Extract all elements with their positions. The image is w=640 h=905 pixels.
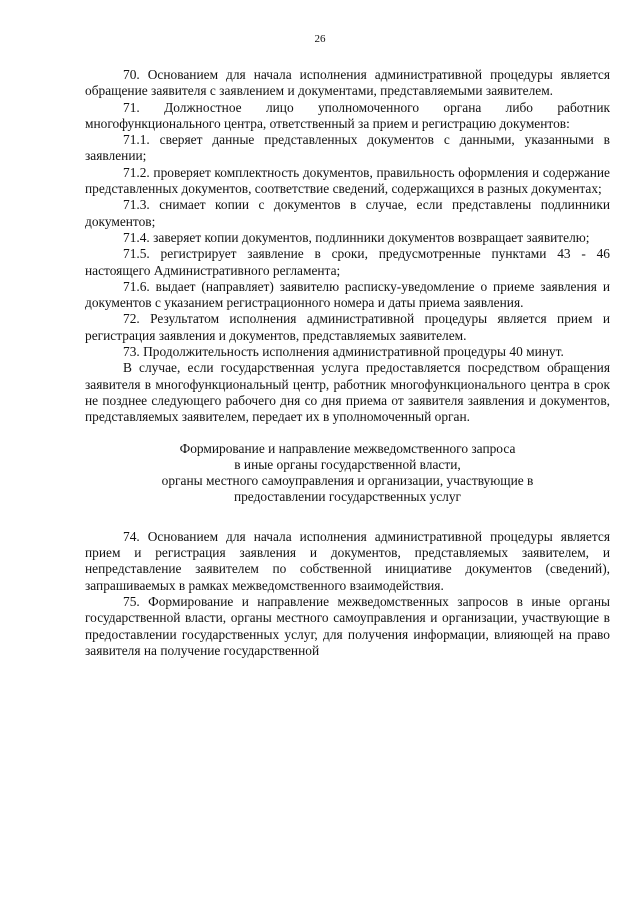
- paragraph-71: 71. Должностное лицо уполномоченного органа либо работник многофункционального центра, ответственный за прием и регистрацию документов:: [85, 99, 610, 131]
- paragraph-73: 73. Продолжительность исполнения административной процедуры 40 минут.: [123, 344, 564, 360]
- paragraph-71-3: 71.3. снимает копии с документов в случае, если представлены подлинники документов;: [85, 197, 610, 229]
- paragraph-75: 75. Формирование и направление межведомственных запросов в иные органы государственной власти, органы местного самоуправления и организации, участвующие в предоставлении государственных услуг, для получения информации, влияющей на право заявителя на получение государственной: [85, 593, 610, 658]
- paragraph-74: 74. Основанием для начала исполнения административной процедуры является прием и регистрация заявления и документов, представляемых заявителем, и непредставление заявителем по собственной инициативе документов (сведений), запрашиваемых в рамках межведомственного взаимодействия.: [85, 528, 610, 593]
- paragraph-71-1: 71.1. сверяет данные представленных документов с данными, указанными в заявлении;: [85, 132, 610, 164]
- section-heading: [85, 441, 610, 506]
- section-heading-line: органы местного самоуправления и организации, участвующие в: [161, 473, 534, 489]
- paragraph-71-4: 71.4. заверяет копии документов, подлинники документов возвращает заявителю;: [123, 229, 590, 245]
- paragraph-72: 72. Результатом исполнения административной процедуры является прием и регистрация заявления и документов, представляемых заявителем.: [85, 311, 610, 343]
- page-number: 26: [314, 33, 326, 45]
- document-body: [85, 67, 610, 659]
- section-heading-line: предоставлении государственных услуг: [233, 489, 462, 505]
- paragraph-71-2: 71.2. проверяет комплектность документов, правильность оформления и содержание представленных документов, соответствие сведений, содержащихся в разных документах;: [85, 164, 610, 197]
- paragraph-71-6: 71.6. выдает (направляет) заявителю расписку-уведомление о приеме заявления и документов с указанием регистрационного номера и даты приема заявления.: [85, 278, 610, 311]
- paragraph-70: 70. Основанием для начала исполнения административной процедуры является обращение заявителя с заявлением и документами, представляемыми заявителем.: [85, 67, 610, 99]
- paragraph-mfc-case: В случае, если государственная услуга предоставляется посредством обращения заявителя в многофункциональный центр, работник многофункционального центра в срок не позднее следующего рабочего дня со дня приема от заявителя заявления и документов, представляемых заявителем, передает их в уполномоченный орган.: [85, 360, 610, 425]
- section-heading-line: в иные органы государственной власти,: [234, 456, 461, 472]
- paragraph-71-5: 71.5. регистрирует заявление в сроки, предусмотренные пунктами 43 - 46 настоящего Административного регламента;: [85, 246, 610, 278]
- section-heading-line: Формирование и направление межведомственного запроса: [179, 440, 516, 456]
